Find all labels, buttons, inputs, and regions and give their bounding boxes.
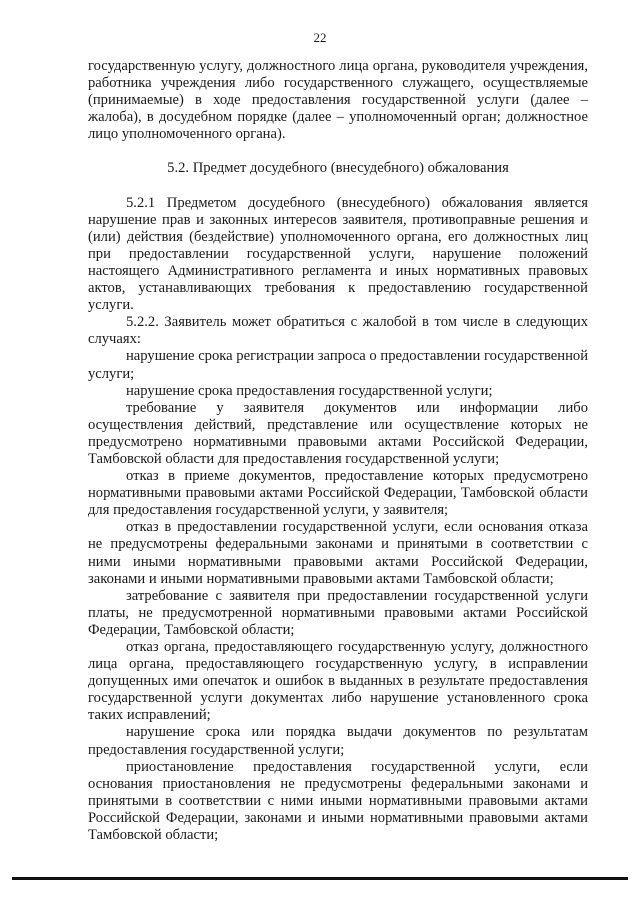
list-item: требование у заявителя документов или информации либо осуществления действий, представление или осуществление которых не предусмотрено нормативными правовыми актами Российской Федерации, Тамбовской области для предоставления государственной услуги; (88, 399, 588, 467)
paragraph: государственную услугу, должностного лица органа, руководителя учреждения, работника учреждения либо государственного служащего, осуществляемые (принимаемые) в ходе предоставления государственной услуги (далее – жалоба), в досудебном порядке (далее – уполномоченный орган; должностное лицо уполномоченного органа). (88, 58, 588, 143)
paragraph: 5.2.1 Предметом досудебного (внесудебного) обжалования является нарушение прав и законных интересов заявителя, противоправные решения и (или) действия (бездействие) уполномоченного органа, его должностных лиц при предоставлении государственной услуги, нарушение положений настоящего Административного регламента и иных нормативных правовых актов, устанавливающих требования к предоставлению государственной услуги. (88, 194, 588, 314)
list-item: затребование с заявителя при предоставлении государственной услуги платы, не предусмотренной нормативными правовыми актами Российской Федерации, Тамбовской области; (88, 587, 588, 638)
page-number: 22 (313, 30, 327, 45)
list-item: нарушение срока предоставления государственной услуги; (126, 382, 493, 399)
paragraph: 5.2.2. Заявитель может обратиться с жалобой в том числе в следующих случаях: (88, 314, 588, 348)
list-item: нарушение срока или порядка выдачи документов по результатам предоставления государственной услуги; (88, 724, 588, 758)
section-heading: 5.2. Предмет досудебного (внесудебного) обжалования (167, 160, 509, 177)
list-item: приостановление предоставления государственной услуги, если основания приостановления не предусмотрены федеральными законами и принятыми в соответствии с ними иными нормативными правовыми актами Российской Федерации, законами и иными нормативными правовыми актами Тамбовской области; (88, 758, 588, 844)
list-item: отказ органа, предоставляющего государственную услугу, должностного лица органа, предоставляющего государственную услугу, в исправлении допущенных ими опечаток и ошибок в выданных в результате предоставления государственной услуги документах либо нарушение установленного срока таких исправлений; (88, 639, 588, 724)
bottom-rule (12, 877, 628, 880)
list-item: отказ в предоставлении государственной услуги, если основания отказа не предусмотрены федеральными законами и принятыми в соответствии с ними иными нормативными правовыми актами Российской Федерации, законами и иными нормативными правовыми актами Тамбовской области; (88, 519, 588, 587)
document-body (88, 58, 588, 844)
list-item: нарушение срока регистрации запроса о предоставлении государственной услуги; (88, 348, 588, 382)
list-item: отказ в приеме документов, предоставление которых предусмотрено нормативными правовыми актами Российской Федерации, Тамбовской области для предоставления государственной услуги, у заявителя; (88, 468, 588, 519)
